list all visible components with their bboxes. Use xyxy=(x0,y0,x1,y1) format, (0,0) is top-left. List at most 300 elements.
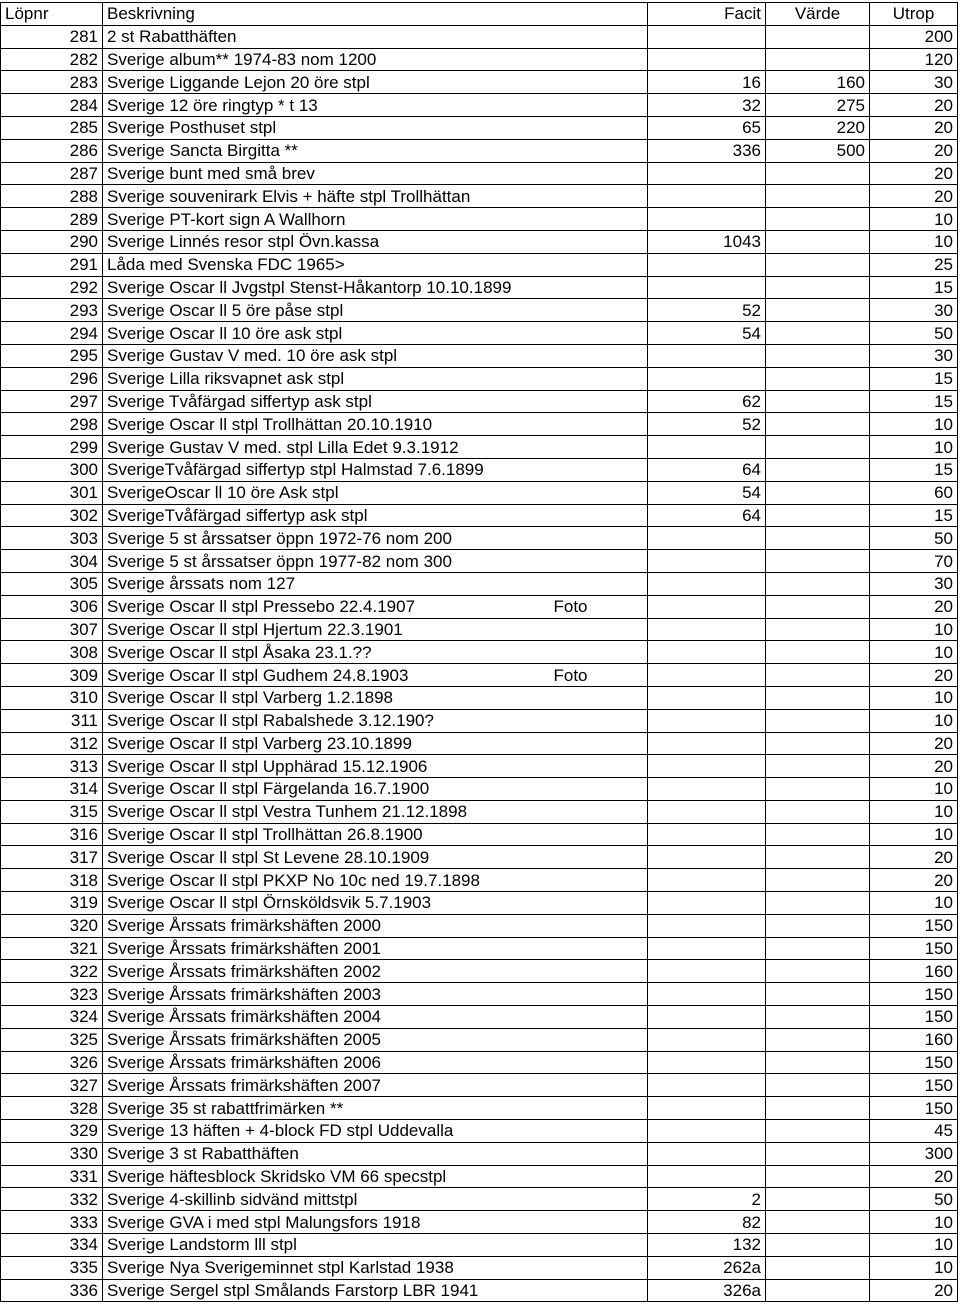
cell-beskrivning: Sverige Liggande Lejon 20 öre stpl xyxy=(103,71,548,94)
cell-varde xyxy=(766,800,870,823)
cell-facit xyxy=(648,185,766,208)
cell-facit xyxy=(648,1074,766,1097)
cell-facit: 54 xyxy=(648,481,766,504)
cell-note xyxy=(548,344,648,367)
cell-lopnr: 336 xyxy=(1,1279,103,1302)
table-row xyxy=(1,230,958,253)
table-row xyxy=(1,322,958,345)
cell-lopnr: 331 xyxy=(1,1165,103,1188)
cell-facit: 32 xyxy=(648,94,766,117)
cell-beskrivning: Sverige Tvåfärgad siffertyp ask stpl xyxy=(103,390,548,413)
cell-varde xyxy=(766,937,870,960)
table-body xyxy=(1,25,958,1302)
cell-lopnr: 298 xyxy=(1,413,103,436)
table-row xyxy=(1,1097,958,1120)
table-row xyxy=(1,846,958,869)
cell-note xyxy=(548,1188,648,1211)
cell-beskrivning: Sverige 4-skillinb sidvänd mittstpl xyxy=(103,1188,548,1211)
cell-lopnr: 310 xyxy=(1,686,103,709)
cell-varde xyxy=(766,755,870,778)
cell-utrop: 10 xyxy=(870,686,958,709)
cell-note xyxy=(548,1028,648,1051)
table-row xyxy=(1,344,958,367)
table-row xyxy=(1,390,958,413)
cell-lopnr: 281 xyxy=(1,25,103,48)
cell-beskrivning: Sverige Oscar ll stpl Vestra Tunhem 21.12.1898 xyxy=(103,800,548,823)
cell-utrop: 10 xyxy=(870,800,958,823)
cell-note xyxy=(548,892,648,915)
table-row xyxy=(1,595,958,618)
cell-utrop: 15 xyxy=(870,276,958,299)
cell-note xyxy=(548,139,648,162)
header-facit: Facit xyxy=(648,3,766,26)
cell-beskrivning: Sverige 35 st rabattfrimärken ** xyxy=(103,1097,548,1120)
cell-beskrivning: Sverige PT-kort sign A Wallhorn xyxy=(103,208,548,231)
cell-note xyxy=(548,937,648,960)
cell-utrop: 30 xyxy=(870,299,958,322)
cell-beskrivning: Sverige Sancta Birgitta ** xyxy=(103,139,548,162)
table-row xyxy=(1,800,958,823)
cell-varde xyxy=(766,162,870,185)
cell-varde xyxy=(766,1279,870,1302)
table-row xyxy=(1,276,958,299)
cell-lopnr: 291 xyxy=(1,253,103,276)
cell-lopnr: 324 xyxy=(1,1006,103,1029)
cell-facit xyxy=(648,436,766,459)
cell-note xyxy=(548,755,648,778)
cell-utrop: 10 xyxy=(870,230,958,253)
cell-utrop: 20 xyxy=(870,1165,958,1188)
cell-facit: 132 xyxy=(648,1234,766,1257)
cell-lopnr: 287 xyxy=(1,162,103,185)
cell-note xyxy=(548,550,648,573)
cell-utrop: 150 xyxy=(870,937,958,960)
cell-utrop: 25 xyxy=(870,253,958,276)
table-row xyxy=(1,1256,958,1279)
cell-note xyxy=(548,230,648,253)
cell-varde xyxy=(766,25,870,48)
cell-varde xyxy=(766,1234,870,1257)
cell-note xyxy=(548,1006,648,1029)
cell-lopnr: 313 xyxy=(1,755,103,778)
cell-varde xyxy=(766,48,870,71)
table-row xyxy=(1,869,958,892)
cell-beskrivning: Sverige 3 st Rabatthäften xyxy=(103,1142,548,1165)
cell-beskrivning: Sverige Oscar ll stpl Åsaka 23.1.?? xyxy=(103,641,548,664)
cell-facit xyxy=(648,686,766,709)
cell-utrop: 20 xyxy=(870,755,958,778)
header-beskrivning: Beskrivning xyxy=(103,3,548,26)
cell-utrop: 30 xyxy=(870,344,958,367)
cell-beskrivning: Sverige Årssats frimärkshäften 2004 xyxy=(103,1006,548,1029)
cell-note xyxy=(548,1051,648,1074)
cell-beskrivning: Sverige Linnés resor stpl Övn.kassa xyxy=(103,230,548,253)
cell-utrop: 10 xyxy=(870,823,958,846)
table-row xyxy=(1,1234,958,1257)
cell-lopnr: 329 xyxy=(1,1120,103,1143)
cell-lopnr: 305 xyxy=(1,572,103,595)
table-row xyxy=(1,937,958,960)
cell-facit xyxy=(648,983,766,1006)
cell-varde xyxy=(766,1051,870,1074)
table-row xyxy=(1,664,958,687)
cell-beskrivning: Sverige Oscar ll stpl Varberg 1.2.1898 xyxy=(103,686,548,709)
cell-lopnr: 325 xyxy=(1,1028,103,1051)
cell-lopnr: 328 xyxy=(1,1097,103,1120)
cell-facit xyxy=(648,732,766,755)
cell-facit xyxy=(648,1165,766,1188)
cell-facit xyxy=(648,48,766,71)
cell-utrop: 20 xyxy=(870,664,958,687)
cell-utrop: 20 xyxy=(870,116,958,139)
cell-beskrivning: Sverige Sergel stpl Smålands Farstorp LBR 1941 xyxy=(103,1279,548,1302)
cell-utrop: 10 xyxy=(870,778,958,801)
cell-beskrivning: Sverige Oscar ll 5 öre påse stpl xyxy=(103,299,548,322)
cell-beskrivning: Sverige Gustav V med. 10 öre ask stpl xyxy=(103,344,548,367)
cell-note xyxy=(548,390,648,413)
cell-facit xyxy=(648,572,766,595)
cell-lopnr: 286 xyxy=(1,139,103,162)
cell-beskrivning: Sverige album** 1974-83 nom 1200 xyxy=(103,48,548,71)
cell-utrop: 10 xyxy=(870,1256,958,1279)
cell-note xyxy=(548,709,648,732)
cell-beskrivning: Sverige häftesblock Skridsko VM 66 specstpl xyxy=(103,1165,548,1188)
cell-varde: 275 xyxy=(766,94,870,117)
table-row xyxy=(1,1188,958,1211)
cell-facit xyxy=(648,1142,766,1165)
cell-lopnr: 294 xyxy=(1,322,103,345)
cell-varde xyxy=(766,1256,870,1279)
table-row xyxy=(1,71,958,94)
cell-utrop: 120 xyxy=(870,48,958,71)
cell-beskrivning: Sverige Oscar ll stpl Trollhättan 20.10.1910 xyxy=(103,413,548,436)
table-row xyxy=(1,1279,958,1302)
table-row xyxy=(1,413,958,436)
cell-beskrivning: Sverige Årssats frimärkshäften 2006 xyxy=(103,1051,548,1074)
table-row xyxy=(1,618,958,641)
table-row xyxy=(1,139,958,162)
cell-varde xyxy=(766,550,870,573)
table-row xyxy=(1,116,958,139)
cell-varde xyxy=(766,436,870,459)
table-row xyxy=(1,208,958,231)
table-row xyxy=(1,504,958,527)
cell-note xyxy=(548,1142,648,1165)
cell-lopnr: 293 xyxy=(1,299,103,322)
table-row xyxy=(1,185,958,208)
cell-utrop: 50 xyxy=(870,1188,958,1211)
cell-beskrivning: Sverige Oscar ll Jvgstpl Stenst-Håkantorp 10.10.1899 xyxy=(103,276,548,299)
cell-lopnr: 323 xyxy=(1,983,103,1006)
cell-beskrivning: Sverige Oscar ll stpl Örnsköldsvik 5.7.1903 xyxy=(103,892,548,915)
cell-varde xyxy=(766,1097,870,1120)
cell-facit xyxy=(648,618,766,641)
cell-varde xyxy=(766,253,870,276)
cell-lopnr: 312 xyxy=(1,732,103,755)
cell-varde xyxy=(766,960,870,983)
cell-note xyxy=(548,1234,648,1257)
cell-lopnr: 322 xyxy=(1,960,103,983)
cell-varde xyxy=(766,367,870,390)
cell-note xyxy=(548,276,648,299)
cell-varde xyxy=(766,778,870,801)
table-row xyxy=(1,709,958,732)
cell-note xyxy=(548,800,648,823)
table-row xyxy=(1,572,958,595)
cell-lopnr: 289 xyxy=(1,208,103,231)
table-row xyxy=(1,253,958,276)
cell-utrop: 10 xyxy=(870,436,958,459)
cell-utrop: 10 xyxy=(870,641,958,664)
cell-utrop: 150 xyxy=(870,1097,958,1120)
cell-beskrivning: SverigeOscar ll 10 öre Ask stpl xyxy=(103,481,548,504)
cell-lopnr: 326 xyxy=(1,1051,103,1074)
table-row xyxy=(1,299,958,322)
cell-note xyxy=(548,914,648,937)
cell-note xyxy=(548,778,648,801)
cell-utrop: 20 xyxy=(870,869,958,892)
cell-beskrivning: Sverige Oscar ll stpl Färgelanda 16.7.1900 xyxy=(103,778,548,801)
cell-utrop: 50 xyxy=(870,527,958,550)
cell-utrop: 10 xyxy=(870,709,958,732)
cell-varde xyxy=(766,641,870,664)
cell-lopnr: 307 xyxy=(1,618,103,641)
cell-note xyxy=(548,71,648,94)
cell-utrop: 20 xyxy=(870,595,958,618)
cell-note: Foto xyxy=(548,664,648,687)
cell-utrop: 30 xyxy=(870,572,958,595)
cell-lopnr: 333 xyxy=(1,1211,103,1234)
cell-varde: 500 xyxy=(766,139,870,162)
cell-lopnr: 321 xyxy=(1,937,103,960)
cell-lopnr: 297 xyxy=(1,390,103,413)
cell-facit xyxy=(648,960,766,983)
cell-note xyxy=(548,869,648,892)
cell-facit xyxy=(648,937,766,960)
cell-note xyxy=(548,504,648,527)
cell-facit xyxy=(648,527,766,550)
cell-facit: 54 xyxy=(648,322,766,345)
cell-utrop: 20 xyxy=(870,846,958,869)
cell-beskrivning: Sverige Oscar ll stpl Rabalshede 3.12.190? xyxy=(103,709,548,732)
cell-lopnr: 285 xyxy=(1,116,103,139)
cell-beskrivning: Sverige 12 öre ringtyp * t 13 xyxy=(103,94,548,117)
cell-note xyxy=(548,436,648,459)
cell-utrop: 20 xyxy=(870,162,958,185)
cell-varde xyxy=(766,983,870,1006)
cell-facit xyxy=(648,869,766,892)
cell-facit xyxy=(648,25,766,48)
cell-lopnr: 334 xyxy=(1,1234,103,1257)
table-row xyxy=(1,527,958,550)
cell-facit xyxy=(648,595,766,618)
cell-beskrivning: Sverige Årssats frimärkshäften 2000 xyxy=(103,914,548,937)
header-row xyxy=(1,3,958,26)
cell-facit xyxy=(648,1006,766,1029)
cell-lopnr: 316 xyxy=(1,823,103,846)
cell-varde xyxy=(766,458,870,481)
cell-beskrivning: SverigeTvåfärgad siffertyp ask stpl xyxy=(103,504,548,527)
cell-utrop: 150 xyxy=(870,1006,958,1029)
cell-lopnr: 282 xyxy=(1,48,103,71)
cell-note xyxy=(548,253,648,276)
cell-utrop: 150 xyxy=(870,1051,958,1074)
cell-beskrivning: Sverige Årssats frimärkshäften 2001 xyxy=(103,937,548,960)
table-row xyxy=(1,892,958,915)
header-varde: Värde xyxy=(766,3,870,26)
cell-note xyxy=(548,299,648,322)
cell-varde xyxy=(766,664,870,687)
cell-varde xyxy=(766,595,870,618)
cell-varde xyxy=(766,208,870,231)
table-row xyxy=(1,1006,958,1029)
table-row xyxy=(1,755,958,778)
table-row xyxy=(1,1165,958,1188)
cell-beskrivning: Sverige souvenirark Elvis + häfte stpl Trollhättan xyxy=(103,185,548,208)
cell-lopnr: 309 xyxy=(1,664,103,687)
cell-lopnr: 299 xyxy=(1,436,103,459)
cell-varde: 160 xyxy=(766,71,870,94)
cell-utrop: 60 xyxy=(870,481,958,504)
cell-utrop: 160 xyxy=(870,960,958,983)
table-row xyxy=(1,983,958,1006)
cell-varde xyxy=(766,504,870,527)
cell-beskrivning: Sverige årssats nom 127 xyxy=(103,572,548,595)
cell-beskrivning: Sverige Oscar ll stpl Pressebo 22.4.1907 xyxy=(103,595,548,618)
cell-varde xyxy=(766,413,870,436)
cell-note xyxy=(548,960,648,983)
cell-note xyxy=(548,162,648,185)
table-row xyxy=(1,25,958,48)
table-row xyxy=(1,550,958,573)
cell-facit: 16 xyxy=(648,71,766,94)
cell-varde xyxy=(766,869,870,892)
cell-beskrivning: Låda med Svenska FDC 1965> xyxy=(103,253,548,276)
cell-beskrivning: Sverige Nya Sverigeminnet stpl Karlstad 1938 xyxy=(103,1256,548,1279)
cell-varde xyxy=(766,1142,870,1165)
cell-varde xyxy=(766,572,870,595)
cell-lopnr: 283 xyxy=(1,71,103,94)
cell-note xyxy=(548,572,648,595)
table-row xyxy=(1,960,958,983)
cell-beskrivning: Sverige Årssats frimärkshäften 2002 xyxy=(103,960,548,983)
cell-beskrivning: Sverige 5 st årssatser öppn 1977-82 nom 300 xyxy=(103,550,548,573)
cell-lopnr: 301 xyxy=(1,481,103,504)
cell-lopnr: 318 xyxy=(1,869,103,892)
cell-facit xyxy=(648,778,766,801)
cell-lopnr: 284 xyxy=(1,94,103,117)
header-lopnr: Löpnr xyxy=(1,3,103,26)
cell-utrop: 20 xyxy=(870,94,958,117)
cell-lopnr: 320 xyxy=(1,914,103,937)
cell-facit xyxy=(648,367,766,390)
cell-beskrivning: Sverige Oscar ll stpl Gudhem 24.8.1903 xyxy=(103,664,548,687)
cell-facit xyxy=(648,892,766,915)
cell-facit: 52 xyxy=(648,299,766,322)
cell-beskrivning: Sverige Lilla riksvapnet ask stpl xyxy=(103,367,548,390)
cell-lopnr: 315 xyxy=(1,800,103,823)
table-row xyxy=(1,778,958,801)
cell-facit xyxy=(648,755,766,778)
cell-note xyxy=(548,367,648,390)
cell-facit: 82 xyxy=(648,1211,766,1234)
cell-varde xyxy=(766,1120,870,1143)
cell-note xyxy=(548,25,648,48)
table-row xyxy=(1,1120,958,1143)
table-row xyxy=(1,94,958,117)
cell-beskrivning: Sverige bunt med små brev xyxy=(103,162,548,185)
table-row xyxy=(1,162,958,185)
cell-utrop: 15 xyxy=(870,504,958,527)
cell-facit xyxy=(648,276,766,299)
cell-note xyxy=(548,846,648,869)
table-row xyxy=(1,914,958,937)
cell-lopnr: 296 xyxy=(1,367,103,390)
table-row xyxy=(1,686,958,709)
cell-note xyxy=(548,1211,648,1234)
cell-note xyxy=(548,1097,648,1120)
cell-facit: 64 xyxy=(648,504,766,527)
cell-utrop: 10 xyxy=(870,892,958,915)
cell-beskrivning: Sverige Oscar ll 10 öre ask stpl xyxy=(103,322,548,345)
cell-utrop: 30 xyxy=(870,71,958,94)
cell-lopnr: 306 xyxy=(1,595,103,618)
cell-utrop: 150 xyxy=(870,914,958,937)
cell-note xyxy=(548,322,648,345)
cell-lopnr: 288 xyxy=(1,185,103,208)
cell-beskrivning: Sverige Oscar ll stpl Varberg 23.10.1899 xyxy=(103,732,548,755)
cell-varde xyxy=(766,709,870,732)
cell-varde xyxy=(766,299,870,322)
cell-utrop: 10 xyxy=(870,1234,958,1257)
cell-beskrivning: Sverige Årssats frimärkshäften 2007 xyxy=(103,1074,548,1097)
table-row xyxy=(1,641,958,664)
cell-varde xyxy=(766,344,870,367)
cell-note xyxy=(548,823,648,846)
cell-lopnr: 317 xyxy=(1,846,103,869)
cell-beskrivning: Sverige 5 st årssatser öppn 1972-76 nom 200 xyxy=(103,527,548,550)
cell-note xyxy=(548,481,648,504)
table-row xyxy=(1,367,958,390)
cell-facit: 326a xyxy=(648,1279,766,1302)
cell-varde xyxy=(766,892,870,915)
cell-beskrivning: Sverige 13 häften + 4-block FD stpl Uddevalla xyxy=(103,1120,548,1143)
cell-beskrivning: Sverige Oscar ll stpl Upphärad 15.12.1906 xyxy=(103,755,548,778)
cell-utrop: 150 xyxy=(870,983,958,1006)
cell-facit xyxy=(648,641,766,664)
cell-varde xyxy=(766,1006,870,1029)
header-note xyxy=(548,3,648,26)
cell-utrop: 10 xyxy=(870,1211,958,1234)
cell-beskrivning: Sverige Årssats frimärkshäften 2005 xyxy=(103,1028,548,1051)
cell-note xyxy=(548,618,648,641)
cell-note xyxy=(548,641,648,664)
cell-note xyxy=(548,732,648,755)
table-row xyxy=(1,48,958,71)
cell-utrop: 300 xyxy=(870,1142,958,1165)
cell-varde: 220 xyxy=(766,116,870,139)
cell-lopnr: 332 xyxy=(1,1188,103,1211)
table-row xyxy=(1,436,958,459)
table-row xyxy=(1,732,958,755)
cell-facit: 62 xyxy=(648,390,766,413)
cell-facit xyxy=(648,344,766,367)
cell-facit xyxy=(648,208,766,231)
table-row xyxy=(1,1051,958,1074)
table-row xyxy=(1,1028,958,1051)
cell-utrop: 15 xyxy=(870,458,958,481)
cell-facit: 2 xyxy=(648,1188,766,1211)
